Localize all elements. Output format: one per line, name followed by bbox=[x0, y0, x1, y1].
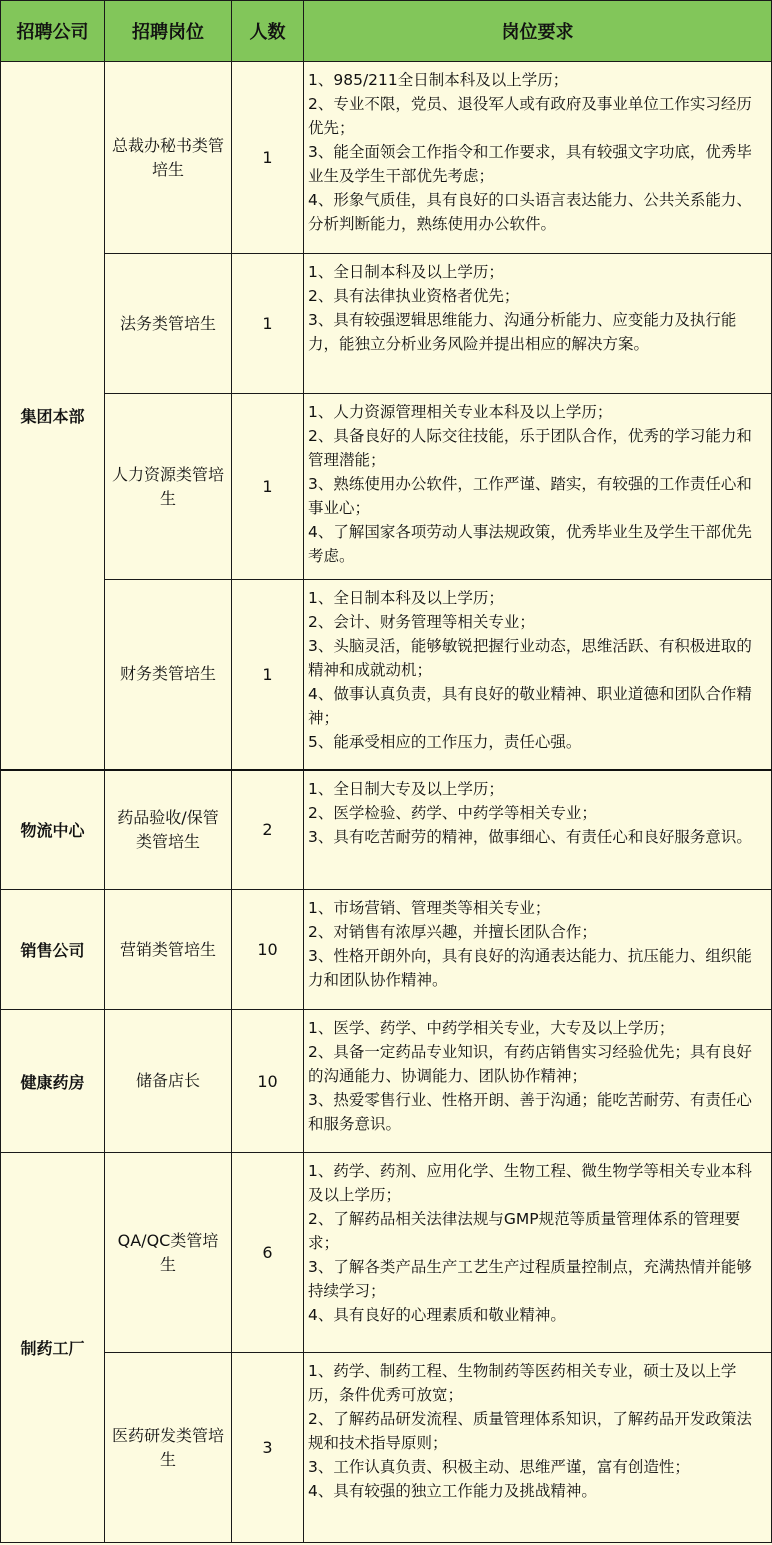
count-cell: 3 bbox=[232, 1353, 304, 1543]
position-cell: 药品验收/保管类管培生 bbox=[105, 770, 232, 890]
requirement-line: 3、具有吃苦耐劳的精神，做事细心、有责任心和良好服务意识。 bbox=[308, 827, 752, 846]
position-cell: 人力资源类管培生 bbox=[105, 394, 232, 580]
table-row bbox=[1, 1010, 772, 1153]
requirement-line: 1、全日制本科及以上学历； bbox=[308, 263, 504, 281]
requirement-line: 5、能承受相应的工作压力，责任心强。 bbox=[308, 733, 582, 751]
table-row bbox=[1, 62, 772, 254]
requirement-line: 2、了解药品研发流程、质量管理体系知识，了解药品开发政策法规和技术指导原则； bbox=[308, 1410, 752, 1452]
requirements-cell bbox=[304, 1153, 772, 1353]
header-count: 人数 bbox=[232, 1, 304, 62]
position-cell: 总裁办秘书类管培生 bbox=[105, 62, 232, 254]
requirement-line: 1、医学、药学、中药学相关专业，大专及以上学历； bbox=[308, 1019, 675, 1037]
requirements-cell bbox=[304, 770, 772, 890]
count-cell: 1 bbox=[232, 394, 304, 580]
header-row bbox=[1, 1, 772, 62]
count-cell: 1 bbox=[232, 580, 304, 770]
count-cell: 1 bbox=[232, 62, 304, 254]
count-cell: 10 bbox=[232, 890, 304, 1010]
company-cell: 销售公司 bbox=[1, 890, 105, 1010]
requirement-line: 1、药学、制药工程、生物制药等医药相关专业，硕士及以上学历，条件优秀可放宽； bbox=[308, 1362, 737, 1404]
company-cell: 物流中心 bbox=[1, 770, 105, 890]
table-row bbox=[1, 1153, 772, 1353]
table-row bbox=[1, 580, 772, 770]
requirements-cell bbox=[304, 254, 772, 394]
requirement-line: 3、性格开朗外向，具有良好的沟通表达能力、抗压能力、组织能力和团队协作精神。 bbox=[308, 947, 752, 989]
requirement-line: 3、具有较强逻辑思维能力、沟通分析能力、应变能力及执行能力，能独立分析业务风险并提出相应的解决方案。 bbox=[308, 311, 737, 353]
requirements-cell bbox=[304, 1353, 772, 1543]
requirement-line: 3、头脑灵活，能够敏锐把握行业动态，思维活跃、有积极进取的精神和成就动机； bbox=[308, 637, 752, 679]
requirement-line: 2、医学检验、药学、中药学等相关专业； bbox=[308, 803, 597, 822]
requirement-line: 4、形象气质佳，具有良好的口头语言表达能力、公共关系能力、分析判断能力，熟练使用办公软件。 bbox=[308, 191, 752, 233]
requirement-line: 1、人力资源管理相关专业本科及以上学历； bbox=[308, 403, 613, 421]
count-cell: 10 bbox=[232, 1010, 304, 1153]
requirement-line: 3、热爱零售行业、性格开朗、善于沟通；能吃苦耐劳、有责任心和服务意识。 bbox=[308, 1091, 752, 1133]
requirement-line: 1、市场营销、管理类等相关专业； bbox=[308, 899, 551, 917]
position-cell: 医药研发类管培生 bbox=[105, 1353, 232, 1543]
position-cell: 储备店长 bbox=[105, 1010, 232, 1153]
position-cell: QA/QC类管培生 bbox=[105, 1153, 232, 1353]
requirement-line: 4、了解国家各项劳动人事法规政策，优秀毕业生及学生干部优先考虑。 bbox=[308, 523, 752, 565]
company-cell: 制药工厂 bbox=[1, 1153, 105, 1543]
count-cell: 2 bbox=[232, 770, 304, 890]
requirement-line: 2、专业不限，党员、退役军人或有政府及事业单位工作实习经历优先； bbox=[308, 95, 752, 137]
count-cell: 1 bbox=[232, 254, 304, 394]
requirement-line: 3、了解各类产品生产工艺生产过程质量控制点，充满热情并能够持续学习； bbox=[308, 1258, 752, 1300]
header-requirements: 岗位要求 bbox=[304, 1, 772, 62]
company-cell: 集团本部 bbox=[1, 62, 105, 770]
header-company: 招聘公司 bbox=[1, 1, 105, 62]
position-cell: 法务类管培生 bbox=[105, 254, 232, 394]
position-cell: 财务类管培生 bbox=[105, 580, 232, 770]
requirement-line: 3、熟练使用办公软件，工作严谨、踏实，有较强的工作责任心和事业心； bbox=[308, 475, 752, 517]
table-row bbox=[1, 254, 772, 394]
requirement-line: 1、全日制本科及以上学历； bbox=[308, 589, 504, 607]
table-row bbox=[1, 1353, 772, 1543]
requirement-line: 3、能全面领会工作指令和工作要求，具有较强文字功底，优秀毕业生及学生干部优先考虑； bbox=[308, 143, 752, 185]
requirement-line: 2、了解药品相关法律法规与GMP规范等质量管理体系的管理要求； bbox=[308, 1210, 741, 1252]
requirements-cell bbox=[304, 580, 772, 770]
requirement-line: 4、具有良好的心理素质和敬业精神。 bbox=[308, 1306, 566, 1324]
requirement-line: 2、具备一定药品专业知识，有药店销售实习经验优先；具有良好的沟通能力、协调能力、团队协作精神； bbox=[308, 1043, 752, 1085]
requirement-line: 4、具有较强的独立工作能力及挑战精神。 bbox=[308, 1482, 597, 1500]
requirement-line: 1、全日制大专及以上学历； bbox=[308, 779, 504, 798]
requirement-line: 4、做事认真负责，具有良好的敬业精神、职业道德和团队合作精神； bbox=[308, 685, 752, 727]
requirements-cell bbox=[304, 890, 772, 1010]
table-row bbox=[1, 770, 772, 890]
requirements-cell bbox=[304, 1010, 772, 1153]
position-cell: 营销类管培生 bbox=[105, 890, 232, 1010]
header-position: 招聘岗位 bbox=[105, 1, 232, 62]
requirement-line: 2、会计、财务管理等相关专业； bbox=[308, 613, 535, 631]
requirement-line: 1、985/211全日制本科及以上学历； bbox=[308, 71, 569, 89]
requirement-line: 2、具备良好的人际交往技能，乐于团队合作，优秀的学习能力和管理潜能； bbox=[308, 427, 752, 469]
requirements-cell bbox=[304, 394, 772, 580]
requirements-cell bbox=[304, 62, 772, 254]
count-cell: 6 bbox=[232, 1153, 304, 1353]
table-row bbox=[1, 890, 772, 1010]
table-row bbox=[1, 394, 772, 580]
requirement-line: 2、对销售有浓厚兴趣，并擅长团队合作； bbox=[308, 923, 597, 941]
requirement-line: 3、工作认真负责、积极主动、思维严谨，富有创造性； bbox=[308, 1458, 690, 1476]
requirement-line: 2、具有法律执业资格者优先； bbox=[308, 287, 520, 305]
requirement-line: 1、药学、药剂、应用化学、生物工程、微生物学等相关专业本科及以上学历； bbox=[308, 1162, 752, 1204]
company-cell: 健康药房 bbox=[1, 1010, 105, 1153]
